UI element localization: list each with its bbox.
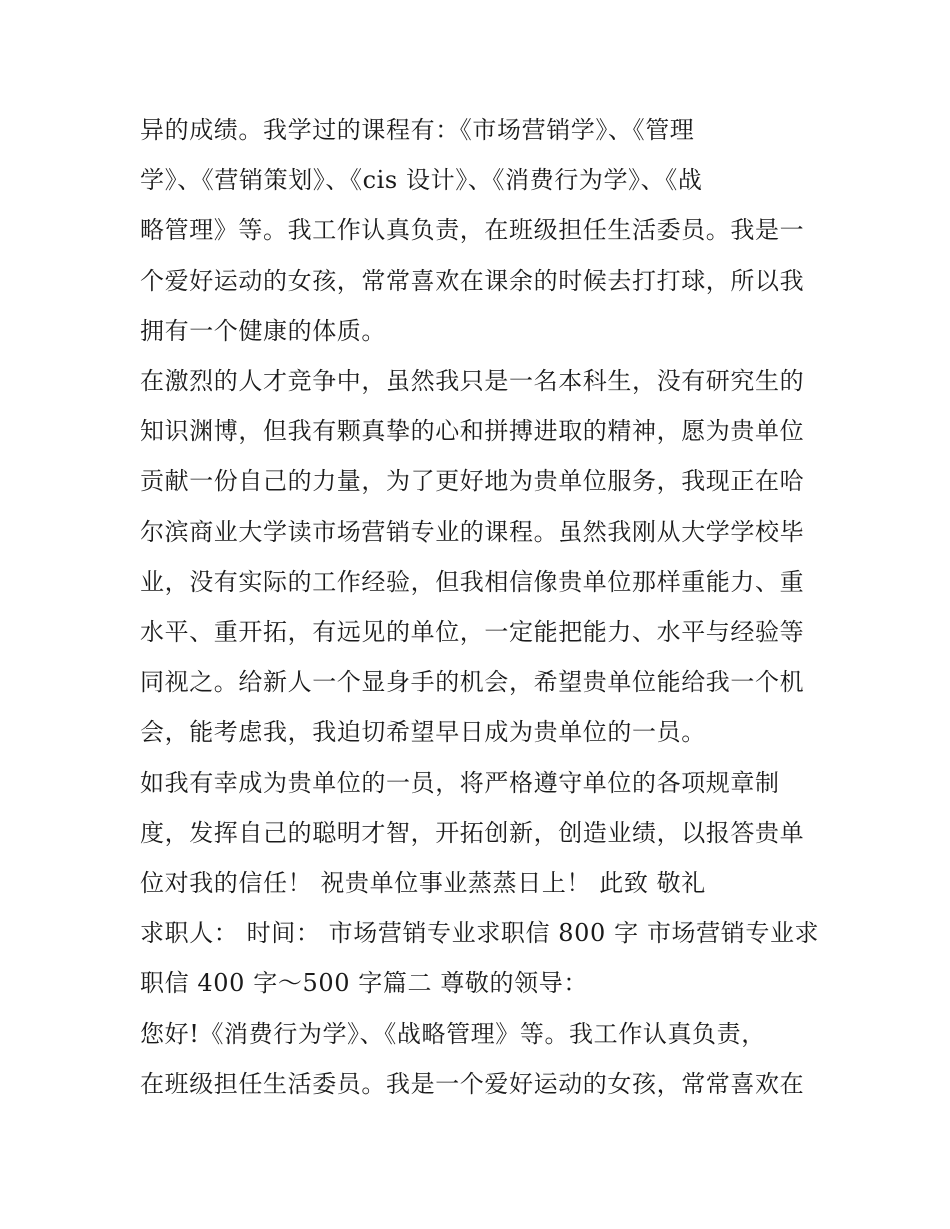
- text-line: 职信 400 字～500 字篇二 尊敬的领导：: [140, 969, 588, 997]
- text-line: 异的成绩。我学过的课程有：《市场营销学》、《管理: [140, 116, 695, 144]
- text-line: 度，发挥自己的聪明才智，开拓创新，创造业绩，以报答贵单: [140, 819, 805, 847]
- text-line: 水平、重开拓，有远见的单位，一定能把能力、水平与经验等: [140, 618, 805, 646]
- text-line: 拥有一个健康的体质。: [140, 317, 386, 345]
- text-line: 贡献一份自己的力量，为了更好地为贵单位服务，我现正在哈: [140, 467, 805, 495]
- text-line: 学》、《营销策划》、《cis 设计》、《消费行为学》、《战: [140, 166, 703, 194]
- text-line: 略管理》等。我工作认真负责，在班级担任生活委员。我是一: [140, 216, 805, 244]
- text-line: 个爱好运动的女孩，常常喜欢在课余的时候去打打球，所以我: [140, 267, 805, 295]
- text-line: 在激烈的人才竞争中，虽然我只是一名本科生，没有研究生的: [140, 367, 805, 395]
- text-line: 在班级担任生活委员。我是一个爱好运动的女孩，常常喜欢在: [140, 1070, 805, 1098]
- text-line: 尔滨商业大学读市场营销专业的课程。虽然我刚从大学学校毕: [140, 518, 805, 546]
- text-line: 同视之。给新人一个显身手的机会，希望贵单位能给我一个机: [140, 668, 805, 696]
- text-line: 知识渊博，但我有颗真挚的心和拼搏进取的精神，愿为贵单位: [140, 417, 805, 445]
- text-line: 求职人： 时间： 市场营销专业求职信 800 字 市场营销专业求: [140, 919, 820, 947]
- text-line: 如我有幸成为贵单位的一员，将严格遵守单位的各项规章制: [140, 769, 780, 797]
- text-line: 会，能考虑我，我迫切希望早日成为贵单位的一员。: [140, 718, 706, 746]
- text-line: 您好!《消费行为学》、《战略管理》等。我工作认真负责，: [140, 1020, 766, 1048]
- text-line: 业，没有实际的工作经验，但我相信像贵单位那样重能力、重: [140, 568, 805, 596]
- text-line: 位对我的信任！ 祝贵单位事业蒸蒸日上！ 此致 敬礼: [140, 869, 706, 897]
